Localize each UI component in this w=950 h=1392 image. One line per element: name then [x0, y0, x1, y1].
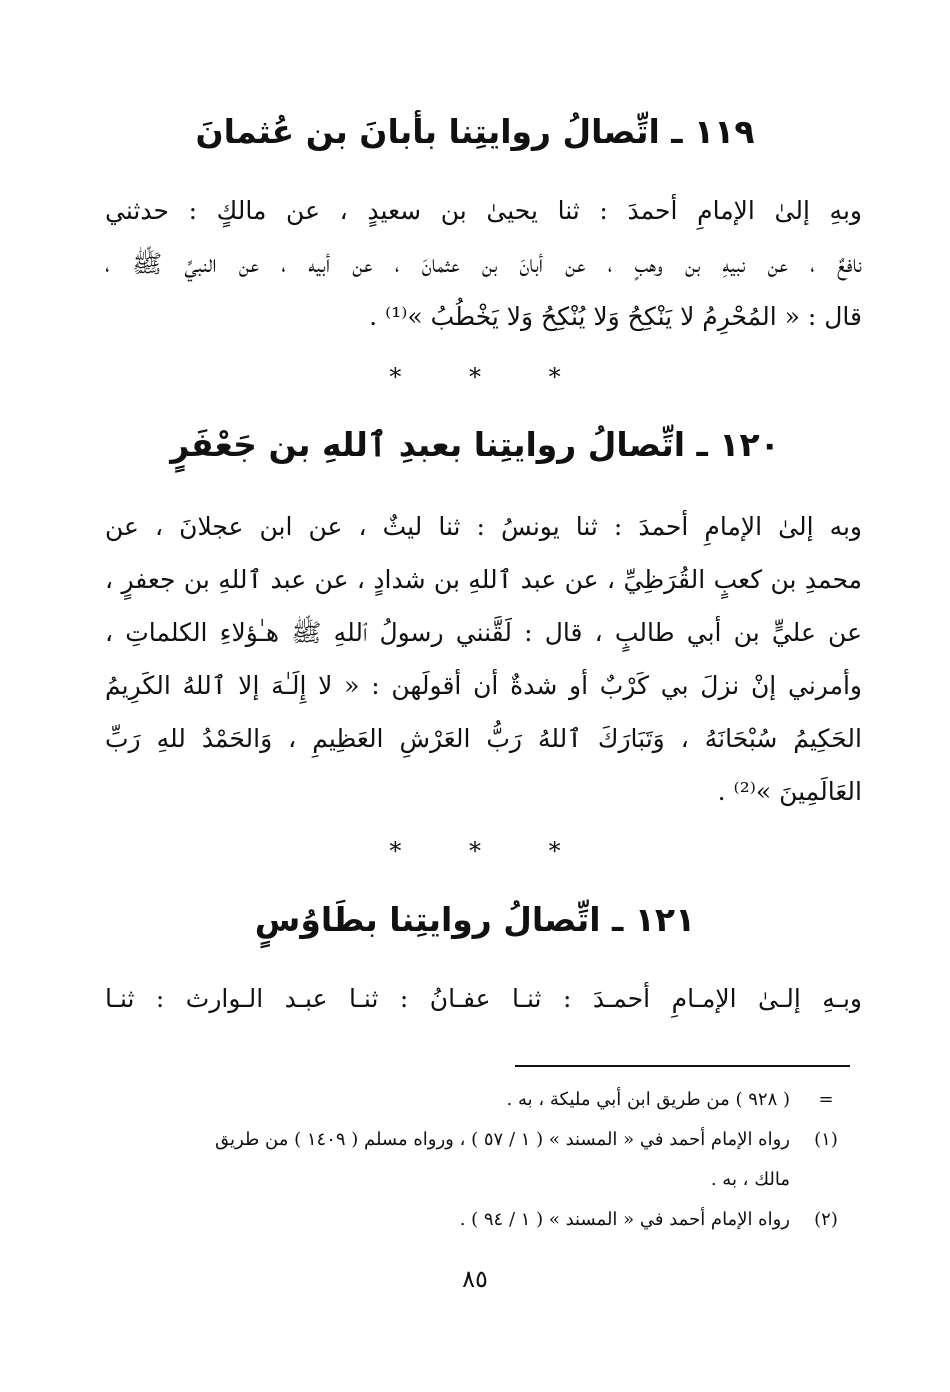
- footnote: [100, 1120, 862, 1160]
- text-line: وبه إلىٰ الإمامِ أحمدَ : ثنا يونسُ : ثنا ليثٌ ، عن ابن عجلانَ ، عن: [105, 512, 862, 541]
- footnote-continuation: [100, 1160, 862, 1200]
- section-heading: ١٢٠ ـ اتِّصالُ روايتِنا بعبدِ ٱللهِ بن جَعْفَرٍ: [170, 425, 780, 464]
- section-body: [105, 184, 862, 343]
- section-body: [105, 500, 862, 818]
- footnote-text: مالك ، به .: [710, 1169, 790, 1190]
- section-heading: ١١٩ ـ اتِّصالُ روايتِنا بأبانَ بن عُثمانَ: [195, 112, 755, 151]
- section-heading: ١٢١ ـ اتِّصالُ روايتِنا بطَاوُسٍ: [254, 900, 696, 939]
- footnote-text: رواه الإمام أحمد في « المسند » ( ١ / ٩٤ ) .: [459, 1209, 790, 1230]
- text-line: محمدِ بن كعبٍ القُرَظِيِّ ، عن عبد ٱللهِ بن شدادٍ ، عن عبد ٱللهِ بن جعفرٍ ،: [105, 565, 862, 594]
- text-line: نافعٌ ، عن نبيهِ بن وهبٍ ، عن أبانَ بن عثمانَ ، عن أبيه ، عن النبيِّ ﷺ ،: [105, 249, 862, 278]
- text-line: وبهِ إلىٰ الإمامِ أحمدَ : ثنا يحيىٰ بن سعيدٍ ، عن مالكٍ : حدثني: [105, 196, 862, 225]
- text-line: وبـهِ إلـىٰ الإمـامِ أحمـدَ : ثنـا عفـانُ : ثنـا عبـد الـوارث : ثنـا: [105, 984, 862, 1013]
- footnote-text: ( ٩٢٨ ) من طريق ابن أبي مليكة ، به .: [506, 1089, 790, 1110]
- footnote-mark: (٢): [814, 1209, 838, 1230]
- section-body: [105, 972, 862, 1025]
- footnote: [100, 1200, 862, 1240]
- footnote-divider: [515, 1065, 850, 1067]
- footnote-mark: =: [818, 1089, 834, 1110]
- footnote-text: رواه الإمام أحمد في « المسند » ( ١ / ٥٧ ) ، ورواه مسلم ( ١٤٠٩ ) من طريق: [215, 1129, 790, 1150]
- footnotes: [100, 1080, 862, 1240]
- text-line: قال : « المُحْرِمُ لا يَنْكِحُ وَلا يُنْكِحُ وَلا يَخْطُبُ »⁽¹⁾ .: [369, 302, 862, 331]
- footnote-mark: (١): [814, 1129, 838, 1150]
- text-line: العَالَمِينَ »⁽²⁾ .: [717, 777, 862, 806]
- section-separator: * * *: [389, 363, 591, 391]
- page-number: ٨٥: [462, 1265, 488, 1293]
- text-line: عن عليٍّ بن أبي طالبٍ ، قال : لَقَّنني رسولُ ٱللهِ ﷺ هـٰؤلاءِ الكلماتِ ،: [105, 618, 862, 647]
- section-separator: * * *: [389, 837, 591, 865]
- text-line: الحَكِيمُ سُبْحَانَهُ ، وَتَبَارَكَ ٱللهُ رَبُّ العَرْشِ العَظِيمِ ، وَالحَمْدُ للهِ رَبِّ: [105, 724, 862, 753]
- text-line: وأمرني إنْ نزلَ بي كَرْبٌ أو شدةٌ أن أقولَهن : « لا إِلَـٰهَ إلا ٱللهُ الكَرِيمُ: [105, 671, 862, 700]
- footnote: [100, 1080, 862, 1120]
